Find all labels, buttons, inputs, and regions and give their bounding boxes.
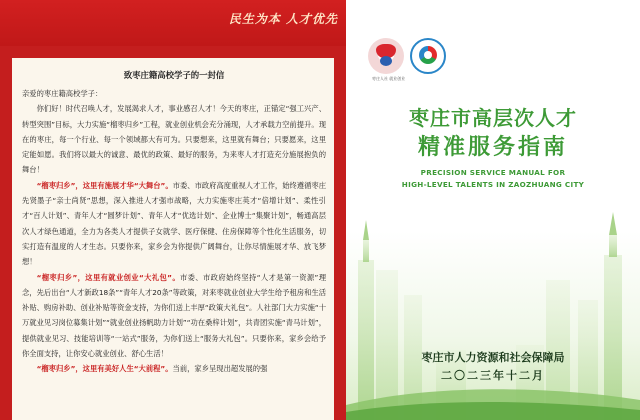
letter-paragraph-2 [22, 178, 326, 270]
letter-paragraph-3 [22, 270, 326, 362]
cover-page [346, 0, 640, 420]
paragraph-4-text: 当前，家乡呈现出超发展的强 [172, 364, 268, 374]
publication-date: 二〇二三年十二月 [441, 369, 545, 382]
letter-paragraph-1 [22, 101, 326, 177]
paragraph-1-text: 你们好！时代召唤人才，发展渴求人才，事业感召人才！今天的枣庄，正锚定“强工兴产、转型突围”目标，大力实施“榴枣归乡”工程，就业创业机会充分涌现，人才承载力空前提升。现在的枣庄，每一个行业、每一个领域都大有可为。只要想来，这里就有舞台；只要愿来，这里定能如愿。我们将以最大的诚意、最优的政策、最好的服务，为来枣人才打造充分施展抱负的舞台！ [22, 104, 326, 175]
letter-title: 致枣庄籍高校学子的一封信 [123, 70, 225, 80]
slogan-text: 民生为本 人才优先 [228, 12, 338, 26]
hrss-emblem-icon [410, 38, 446, 74]
paragraph-3-highlight: “榴枣归乡”，这里有就业创业“大礼包”。 [36, 272, 180, 282]
issuing-organization: 枣庄市人力资源和社会保障局 [421, 351, 565, 364]
red-banner [0, 0, 346, 46]
employment-logo-icon [368, 38, 404, 74]
paragraph-3-text: 市委、市政府始终坚持“人才是第一资源”理念，先后出台“人才新政18条”“青年人才20条”等政策，对来枣就业创业大学生给予租房和生活补贴、购房补助、创业补贴等资金支持，为你们送上丰厚“政策大礼包”。人社部门大力实施“十万就业见习岗位募集计划”“就业创业扬帆助力计划”“功在桑梓计划”，共青团实施“青马计划”，提供就业见习、技能培训等“一站式”服务，为你们送上“服务大礼包”。只要你来，家乡会给予你全面支持，让你安心就业创业、舒心生活！ [22, 272, 326, 359]
paragraph-2-text: 市委、市政府高度重视人才工作，始终遵循枣庄先贤墨子“亲士尚贤”思想，深入推进人才强市战略，大力实施枣庄英才“倍增计划”、柔性引才“百人计划”、青年人才“圆梦计划”、青年人才“优选计划”、企业博士“集聚计划”，畅通高层次人才绿色通道，全力为各类人才提供子女就学、医疗保健、住房保障等个性化生活服务，切实打造有温度的人才生态。只要你来，家乡会为你提供广阔舞台，让你尽情施展才华、放飞梦想！ [22, 180, 327, 267]
cover-title-line-1: 枣庄市高层次人才 [409, 106, 577, 130]
logo-group [368, 38, 446, 74]
paragraph-4-highlight: “榴枣归乡”，这里有美好人生“大前程”。 [36, 364, 173, 374]
letter-greeting: 亲爱的枣庄籍高校学子： [22, 89, 103, 98]
cover-english-line-1: PRECISION SERVICE MANUAL FOR [420, 168, 566, 177]
logo-caption: 枣庄人社 就业创业 [372, 76, 406, 81]
letter-body [22, 68, 326, 420]
paragraph-2-highlight: “榴枣归乡”，这里有施展才华“大舞台”。 [36, 180, 173, 190]
cover-title-line-2: 精准服务指南 [417, 135, 568, 160]
letter-paper [12, 58, 334, 420]
city-skyline-illustration [346, 200, 640, 420]
cover-english-line-2: HIGH-LEVEL TALENTS IN ZAOZHUANG CITY [401, 180, 585, 189]
letter-paragraph-4 [22, 361, 326, 376]
